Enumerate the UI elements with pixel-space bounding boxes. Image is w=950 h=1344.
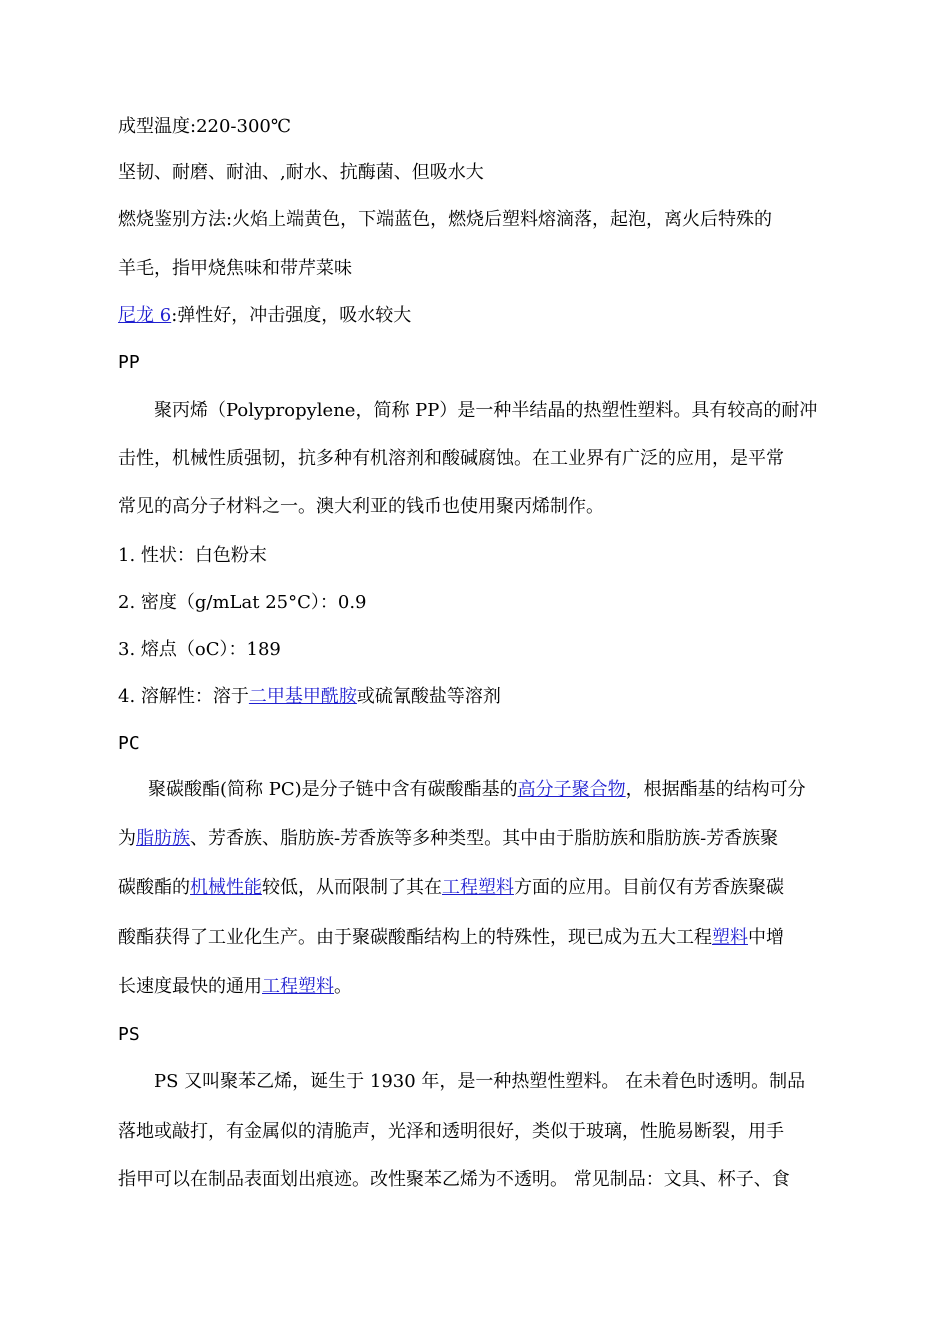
- mechanical-properties-link[interactable]: 机械性能: [190, 877, 262, 898]
- pp-paragraph-line-3: 常见的高分子材料之一。澳大利亚的钱币也使用聚丙烯制作。: [118, 496, 604, 517]
- pp-heading: PP: [118, 352, 140, 373]
- pc-line3-prefix: 碳酸酯的: [118, 877, 190, 898]
- general-engineering-plastics-link[interactable]: 工程塑料: [262, 976, 334, 997]
- pc-paragraph-line-1: [118, 779, 806, 801]
- nylon6-link[interactable]: 尼龙 6: [118, 305, 172, 326]
- ps-paragraph-line-1: PS 又叫聚苯乙烯，诞生于 1930 年，是一种热塑性塑料。 在未着色时透明。制品: [154, 1071, 806, 1092]
- burn-identification-line-1: 燃烧鉴别方法:火焰上端黄色，下端蓝色，燃烧后塑料熔滴落，起泡，离火后特殊的: [118, 209, 773, 230]
- pc-line3-middle: 较低，从而限制了其在: [262, 877, 442, 898]
- pp-list-item-4: [118, 686, 501, 708]
- pc-paragraph-line-5: [118, 976, 352, 998]
- molding-temperature-text: 成型温度:220-300℃: [118, 116, 291, 137]
- ps-paragraph-line-3: 指甲可以在制品表面划出痕迹。改性聚苯乙烯为不透明。 常见制品：文具、杯子、食: [118, 1169, 790, 1190]
- pc-line5-suffix: 。: [334, 976, 352, 997]
- pc-line1-suffix: ，根据酯基的结构可分: [625, 779, 806, 800]
- pp-item4-prefix: 4. 溶解性：溶于: [118, 686, 249, 707]
- pc-line2-prefix: 为: [118, 828, 136, 849]
- engineering-plastics-link[interactable]: 工程塑料: [442, 877, 514, 898]
- pc-heading: PC: [118, 733, 140, 754]
- pc-line5-prefix: 长速度最快的通用: [118, 976, 262, 997]
- pp-list-item-2: 2. 密度（g/mLat 25°C）：0.9: [118, 592, 367, 613]
- pc-paragraph-line-2: [118, 828, 778, 850]
- dimethylformamide-link[interactable]: 二甲基甲酰胺: [248, 686, 357, 707]
- pp-list-item-3: 3. 熔点（oC）：189: [118, 639, 281, 660]
- pc-paragraph-line-3: [118, 877, 784, 899]
- nylon6-paragraph: [118, 305, 411, 327]
- pp-paragraph-line-2: 击性，机械性质强韧，抗多种有机溶剂和酸碱腐蚀。在工业界有广泛的应用，是平常: [118, 448, 784, 469]
- pc-line1-text: 聚碳酸酯(简称 PC)是分子链中含有碳酸酯基的: [148, 779, 518, 800]
- pc-paragraph-line-4: [118, 927, 784, 949]
- aliphatic-link[interactable]: 脂肪族: [136, 828, 190, 849]
- pc-line3-suffix: 方面的应用。目前仅有芳香族聚碳: [514, 877, 784, 898]
- pc-line4-prefix: 酸酯获得了工业化生产。由于聚碳酸酯结构上的特殊性，现已成为五大工程: [118, 927, 712, 948]
- plastics-link[interactable]: 塑料: [712, 927, 748, 948]
- pp-paragraph-line-1: 聚丙烯（Polypropylene，简称 PP）是一种半结晶的热塑性塑料。具有较高的耐冲: [154, 400, 818, 421]
- ps-heading: PS: [118, 1024, 140, 1045]
- polymer-link[interactable]: 高分子聚合物: [517, 779, 626, 800]
- pc-line2-suffix: 、芳香族、脂肪族-芳香族等多种类型。其中由于脂肪族和脂肪族-芳香族聚: [190, 828, 779, 849]
- pc-line4-suffix: 中增: [748, 927, 784, 948]
- burn-identification-line-2: 羊毛，指甲烧焦味和带芹菜味: [118, 258, 352, 279]
- pp-list-item-1: 1. 性状：白色粉末: [118, 545, 267, 566]
- nylon6-description: :弹性好，冲击强度，吸水较大: [171, 305, 412, 326]
- ps-paragraph-line-2: 落地或敲打，有金属似的清脆声，光泽和透明很好，类似于玻璃，性脆易断裂，用手: [118, 1121, 784, 1142]
- pp-item4-suffix: 或硫氰酸盐等溶剂: [356, 686, 501, 707]
- nylon-properties-text: 坚韧、耐磨、耐油、,耐水、抗酶菌、但吸水大: [118, 162, 484, 183]
